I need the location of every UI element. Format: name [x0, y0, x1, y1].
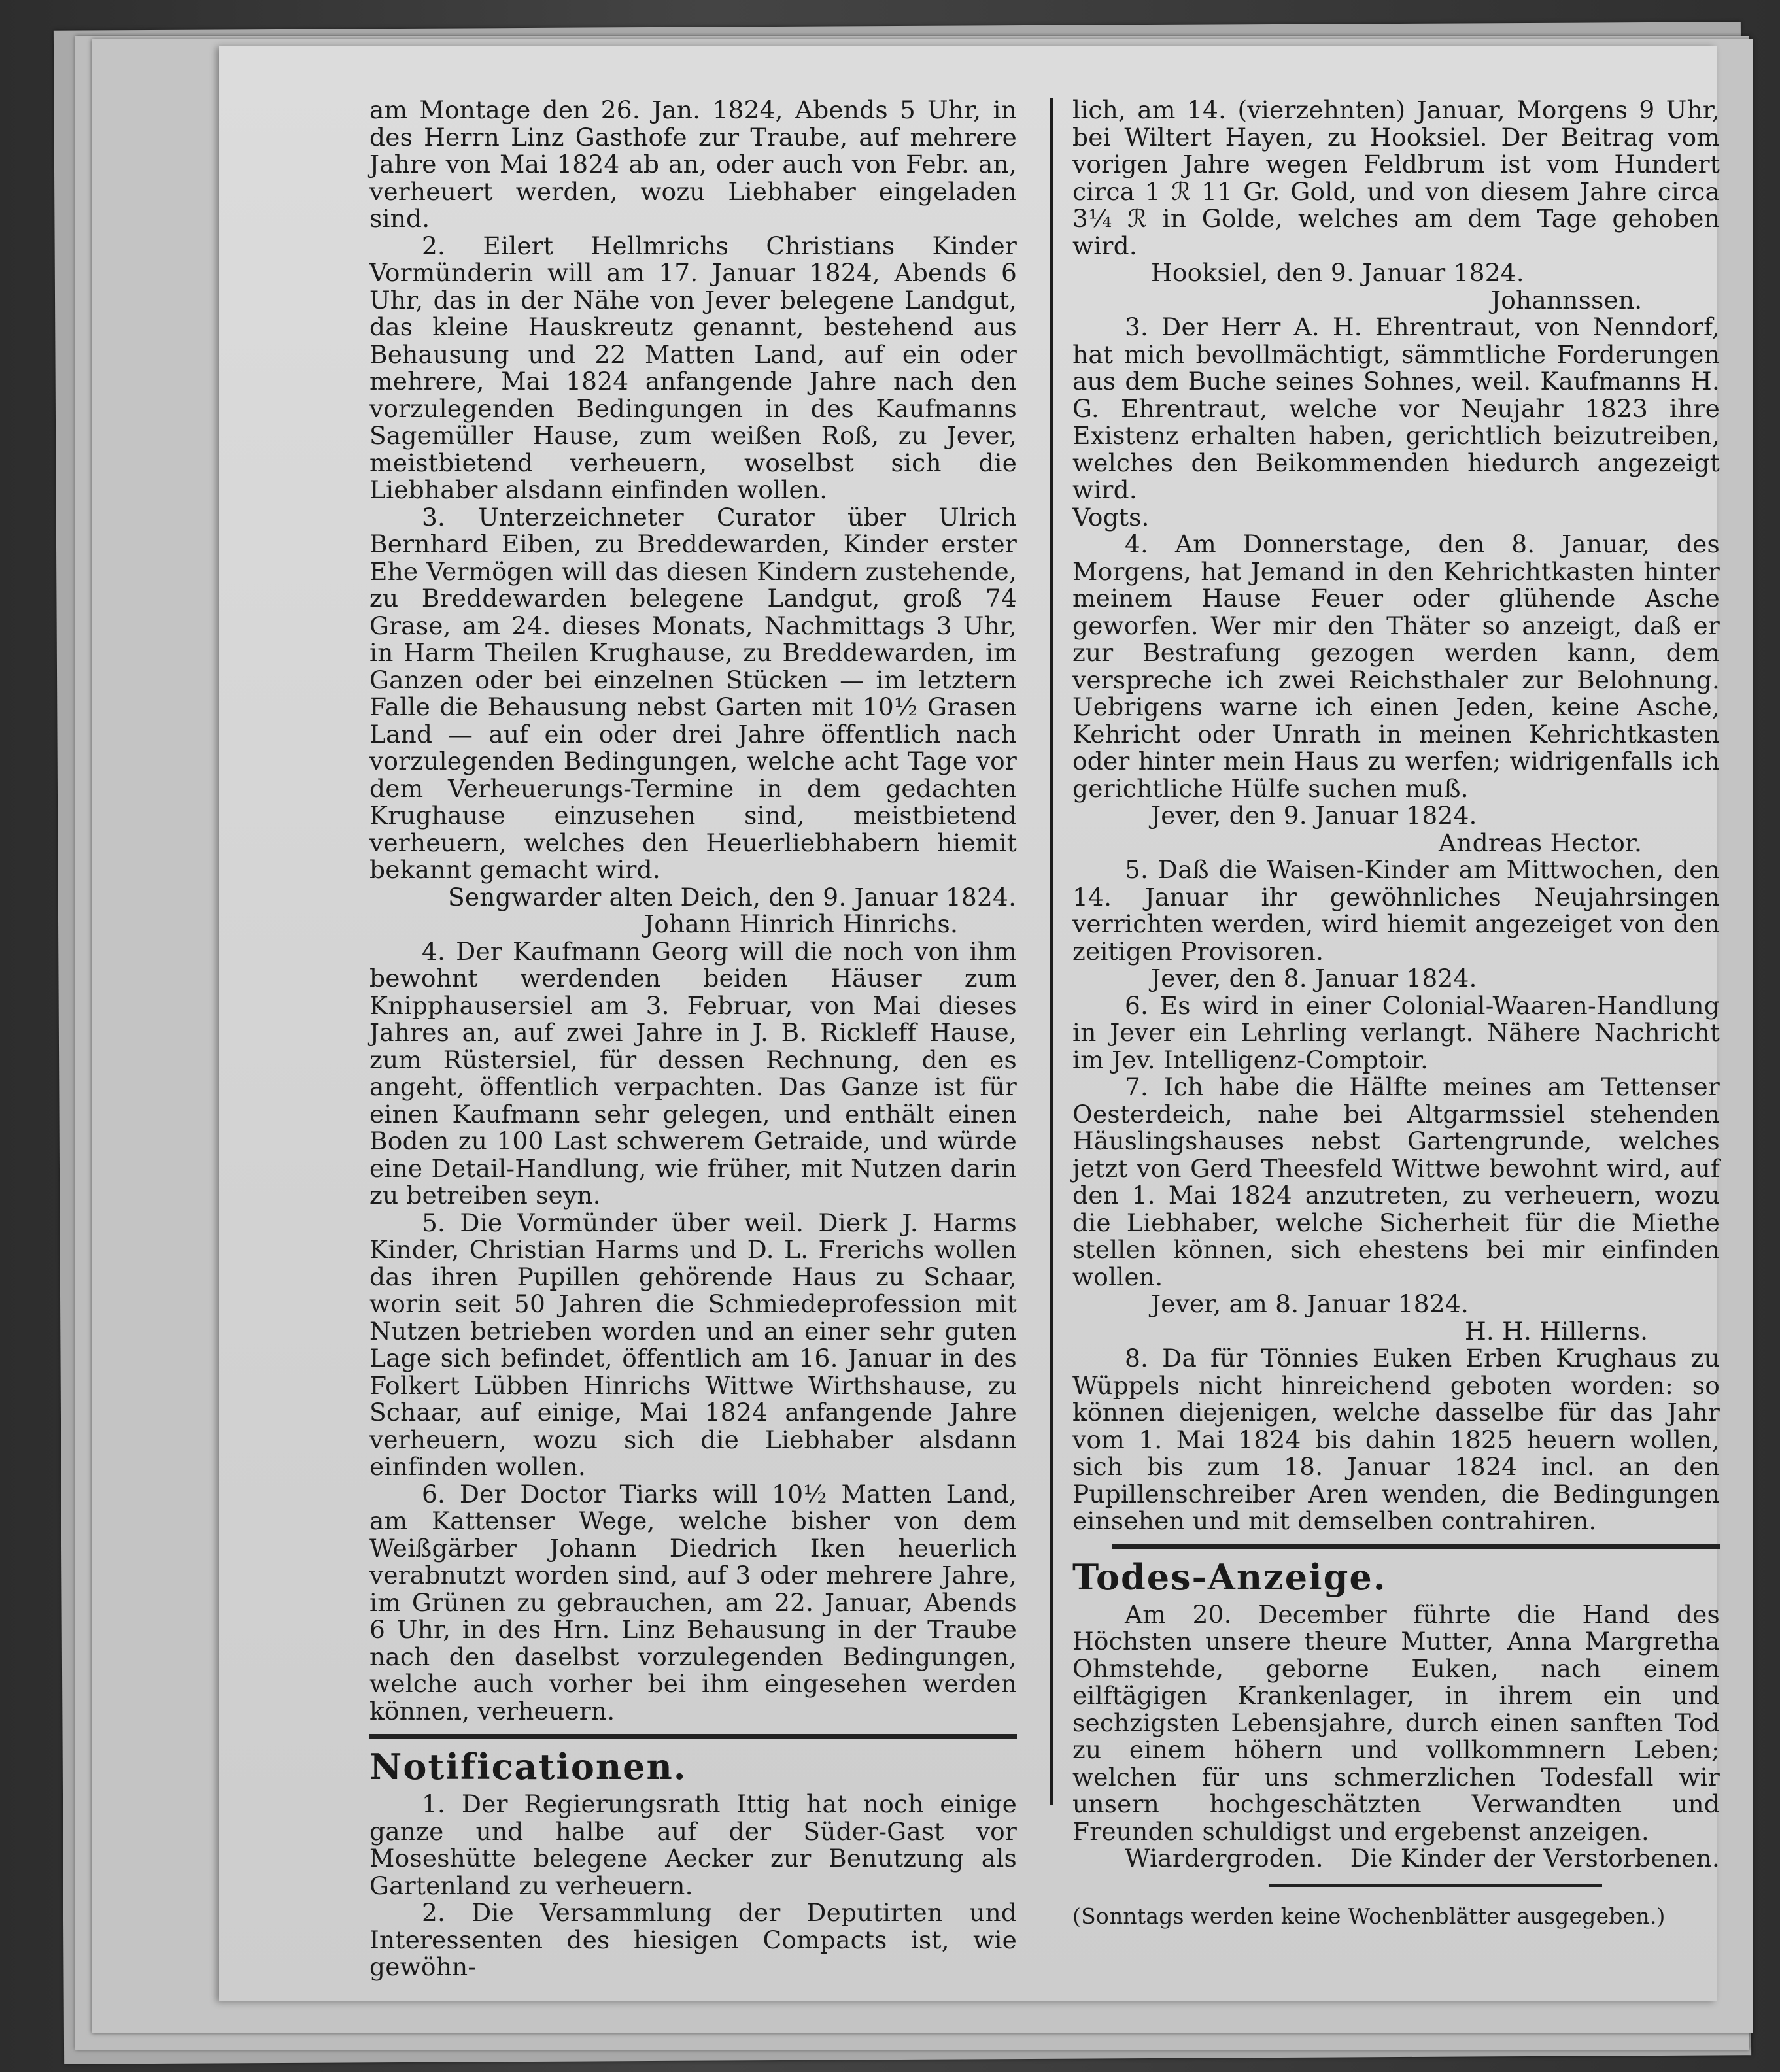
- place: Wiardergroden.: [1125, 1844, 1324, 1873]
- newspaper-sheet: [219, 46, 1720, 2001]
- notification-4: 4. Am Donnerstage, den 8. Januar, des Morgens, hat Jemand in den Kehrichtkasten hinter meinem Hause Feuer oder glühende Asche geworfen. Wer mir den Thäter so anzeigt, daß er zur Bestrafung gezogen werden kann, dem verspreche ich zwei Reichsthaler zur Belohnung. Uebrigens warne ich einen Jeden, keine Asche, Kehricht oder Unrath in meinen Kehrichtkasten oder hinter mein Haus zu werfen; widrigenfalls ich gerichtliche Hülfe suchen muß.: [1072, 530, 1720, 803]
- notification-3: 3. Der Herr A. H. Ehrentraut, von Nenndorf, hat mich bevollmächtigt, sämmtliche Forderungen aus dem Buche seines Sohnes, weil. Kaufmanns H. G. Ehrentraut, welche vor Neujahr 1823 ihre Existenz erhalten haben, gerichtlich beizutreiben, welches den Beikommenden hiedurch angezeigt wird.: [1072, 313, 1720, 504]
- notification-6: 6. Es wird in einer Colonial-Waaren-Handlung in Jever ein Lehrling verlangt. Nähere Nachricht im Jev. Intelligenz-Comptoir.: [1072, 991, 1720, 1074]
- signature: Johann Hinrich Hinrichs.: [644, 909, 959, 938]
- paragraph: am Montage den 26. Jan. 1824, Abends 5 Uhr, in des Herrn Linz Gasthofe zur Traube, auf mehrere Jahre von Mai 1824 ab an, oder auch von Febr. an, verheuert werden, wozu Liebhaber eingeladen sind.: [369, 95, 1017, 233]
- signature: H. H. Hillerns.: [1465, 1316, 1649, 1346]
- signature: Andreas Hector.: [1439, 828, 1643, 857]
- section-heading-notificationen: Notificationen.: [369, 1746, 687, 1788]
- paragraph: lich, am 14. (vierzehnten) Januar, Morgens 9 Uhr, bei Wiltert Hayen, zu Hooksiel. Der Beitrag vom vorigen Jahre wegen Feldbrum ist vom Hundert circa 1 ℛ 11 Gr. Gold, und von diesem Jahre circa 3¼ ℛ in Golde, welches am dem Tage gehoben wird.: [1072, 95, 1720, 260]
- signature: Die Kinder der Verstorbenen.: [1350, 1844, 1720, 1873]
- notice-3: 3. Unterzeichneter Curator über Ulrich Bernhard Eiben, zu Breddewarden, Kinder erster Ehe Vermögen will das diesen Kindern zustehende, zu Breddewarden belegene Landgut, groß 74 Grase, am 24. dieses Monats, Nachmittags 3 Uhr, in Harm Theilen Krughause, zu Breddewarden, im Ganzen oder bei einzelnen Stücken — im letztern Falle die Behausung nebst Garten mit 10½ Grasen Land — auf ein oder drei Jahre öffentlich nach vorzulegenden Bedingungen, welche acht Tage vor dem Verheuerungs-Termine in dem gedachten Krughause einzusehen sind, meistbietend verheuern, welches den Heuerliebhabern hiemit bekannt gemacht wird.: [369, 502, 1017, 884]
- death-notice: Am 20. December führte die Hand des Höchsten unsere theure Mutter, Anna Margretha Ohmstehde, geborne Euken, nach einem eilftägigen Krankenlager, in ihrem ein und sechzigsten Lebensjahre, durch einen sanften Tod zu einem höhern und vollkommnern Leben; welchen für uns schmerzlichen Todesfall wir unsern hochgeschätzten Verwandten und Freunden schuldigst und ergebenst anzeigen.: [1072, 1599, 1720, 1846]
- dateline: Sengwarder alten Deich, den 9. Januar 1824.: [448, 882, 1017, 911]
- dateline: Jever, den 8. Januar 1824.: [1151, 964, 1477, 993]
- notice-2: 2. Eilert Hellmrichs Christians Kinder Vormünderin will am 17. Januar 1824, Abends 6 Uhr, das in der Nähe von Jever belegene Landgut, das kleine Hauskreutz genannt, bestehend aus Behausung und 22 Matten Land, auf ein oder mehrere, Mai 1824 anfangende Jahre nach den vorzulegenden Bedingungen in des Kaufmanns Sagemüller Hause, zum weißen Roß, zu Jever, meistbietend verheuern, woselbst sich die Liebhaber alsdann einfinden wollen.: [369, 231, 1017, 504]
- notification-5: 5. Daß die Waisen-Kinder am Mittwochen, den 14. Januar ihr gewöhnliches Neujahrsingen verrichten werden, wird hiemit angezeiget von den zeitigen Provisoren.: [1072, 855, 1720, 966]
- notification-7: 7. Ich habe die Hälfte meines am Tettenser Oesterdeich, nahe bei Altgarmssiel stehenden Häuslingshauses nebst Gartengrunde, welches jetzt von Gerd Theesfeld Wittwe bewohnt wird, auf den 1. Mai 1824 anzutreten, zu verheuern, wozu die Liebhaber, welche Sicherheit für die Miethe stellen können, sich ehestens bei mir einfinden wollen.: [1072, 1072, 1720, 1291]
- column-divider: [1050, 98, 1053, 1805]
- signature: Johannssen.: [1491, 285, 1643, 314]
- dateline: Hooksiel, den 9. Januar 1824.: [1151, 258, 1524, 287]
- dateline: Jever, den 9. Januar 1824.: [1151, 801, 1477, 830]
- right-column: [1072, 97, 1720, 1929]
- closing-rule: [1269, 1884, 1602, 1887]
- section-rule: [369, 1734, 1017, 1739]
- notification-8: 8. Da für Tönnies Euken Erben Krughaus zu Wüppels nicht hinreichend geboten worden: so können diejenigen, welche dasselbe für das Jahr vom 1. Mai 1824 bis dahin 1825 heuern wollen, sich bis zum 18. Januar 1824 incl. an den Pupillenschreiber Aren wenden, die Bedingungen einsehen und mit demselben contrahiren.: [1072, 1344, 1720, 1535]
- section-heading-todes-anzeige: Todes-Anzeige.: [1072, 1555, 1387, 1598]
- notice-5: 5. Die Vormünder über weil. Dierk J. Harms Kinder, Christian Harms und D. L. Frerichs wollen das ihren Pupillen gehörende Haus zu Schaar, worin seit 50 Jahren die Schmiedeprofession mit Nutzen betrieben worden und an einer sehr guten Lage sich befindet, öffentlich am 16. Januar in des Folkert Lübben Hinrichs Wittwe Wirthshause, zu Schaar, auf einige, Mai 1824 anfangende Jahre verheuern, wozu sich die Liebhaber alsdann einfinden wollen.: [369, 1208, 1017, 1481]
- notice-6: 6. Der Doctor Tiarks will 10½ Matten Land, am Kattenser Wege, welche bisher von dem Weißgärber Johann Diedrich Iken heuerlich verabnutzt worden sind, auf 3 oder mehrere Jahre, im Grünen zu gebrauchen, am 22. Januar, Abends 6 Uhr, in des Hrn. Linz Behausung in der Traube nach den daselbst vorzulegenden Bedingungen, welche auch vorher bei ihm eingesehen werden können, verheuern.: [369, 1479, 1017, 1725]
- notification-2: 2. Die Versammlung der Deputirten und Interessenten des hiesigen Compacts ist, wie gewöhn-: [369, 1898, 1017, 1981]
- notification-1: 1. Der Regierungsrath Ittig hat noch einige ganze und halbe auf der Süder-Gast vor Moseshütte belegene Aecker zur Benutzung als Gartenland zu verheuern.: [369, 1790, 1017, 1900]
- dateline: Jever, am 8. Januar 1824.: [1151, 1289, 1469, 1318]
- notice-4: 4. Der Kaufmann Georg will die noch von ihm bewohnt werdenden beiden Häuser zum Knipphausersiel am 3. Februar, von Mai dieses Jahres an, auf zwei Jahre in J. B. Rickleff Hause, zum Rüstersiel, für dessen Rechnung, den es angeht, öffentlich verpachten. Das Ganze ist für einen Kaufmann sehr gelegen, und enthält einen Boden zu 100 Last schwerem Getraide, und würde eine Detail-Handlung, wie früher, mit Nutzen darin zu betreiben seyn.: [369, 936, 1017, 1210]
- left-column: [369, 97, 1017, 1981]
- signature: Vogts.: [1072, 502, 1150, 532]
- death-notice-signoff: [1072, 1845, 1720, 1873]
- section-rule: [1112, 1544, 1720, 1549]
- footer-note: (Sonntags werden keine Wochenblätter ausgegeben.): [1072, 1903, 1666, 1929]
